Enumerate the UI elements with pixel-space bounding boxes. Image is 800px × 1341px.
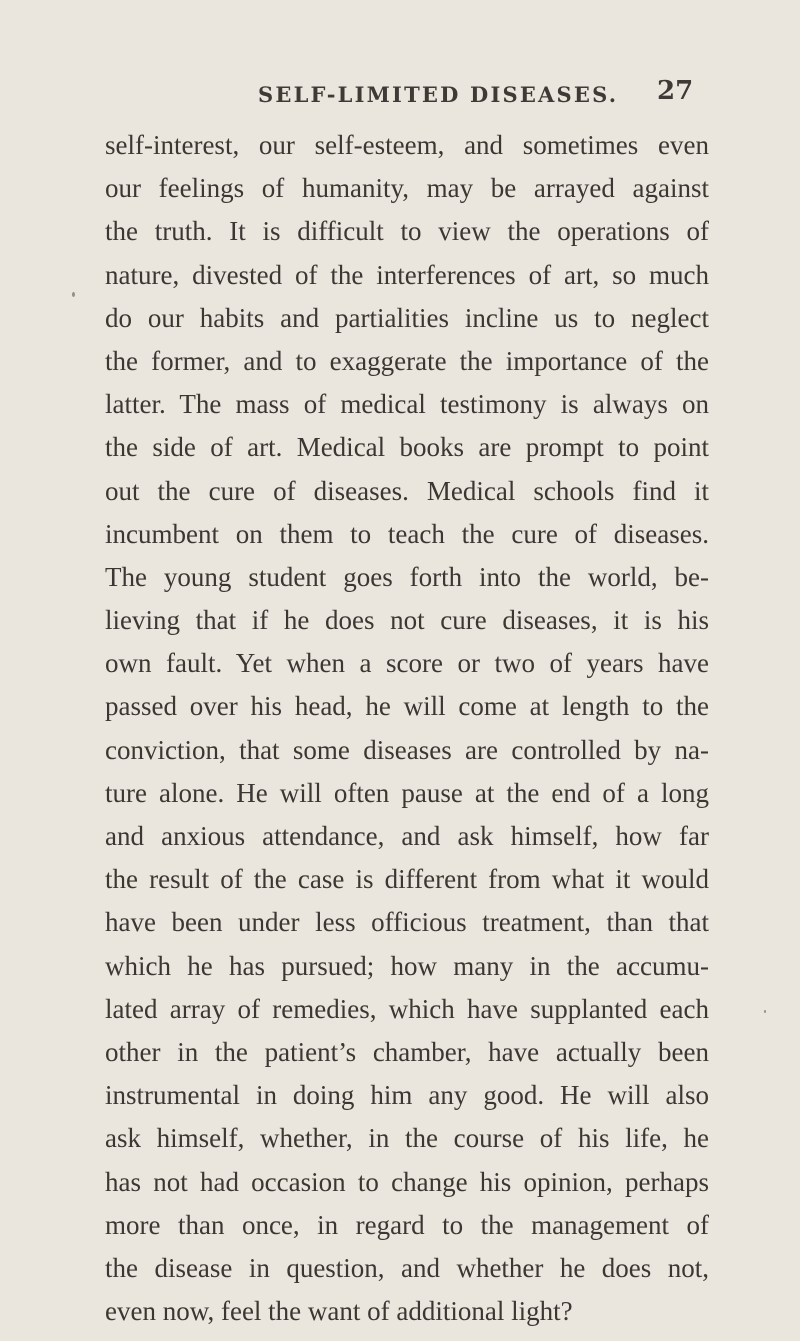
text-line: lieving that if he does not cure diseases, it is his bbox=[105, 605, 709, 636]
text-line: have been under less officious treatment, than that bbox=[105, 907, 709, 938]
text-line: lated array of remedies, which have supplanted each bbox=[105, 993, 709, 1024]
body-text bbox=[105, 132, 709, 1341]
text-line: own fault. Yet when a score or two of years have bbox=[105, 648, 709, 679]
text-line: ture alone. He will often pause at the end of a long bbox=[105, 777, 709, 808]
text-line: passed over his head, he will come at length to the bbox=[105, 691, 709, 722]
page-header bbox=[0, 76, 800, 116]
text-line: has not had occasion to change his opinion, perhaps bbox=[105, 1166, 709, 1197]
page-number: 27 bbox=[657, 76, 694, 106]
text-line: nature, divested of the interferences of art, so much bbox=[105, 259, 709, 290]
text-line: the disease in question, and whether he does not, bbox=[105, 1252, 709, 1283]
paper-speck bbox=[764, 1010, 766, 1013]
text-line: incumbent on them to teach the cure of diseases. bbox=[105, 518, 709, 549]
text-line: the truth. It is difficult to view the operations of bbox=[105, 216, 709, 247]
text-line: more than once, in regard to the management of bbox=[105, 1209, 709, 1240]
text-line: ask himself, whether, in the course of his life, he bbox=[105, 1123, 709, 1154]
text-line: even now, feel the want of additional light? bbox=[105, 1296, 573, 1327]
text-line: other in the patient’s chamber, have actually been bbox=[105, 1036, 709, 1067]
text-line: out the cure of diseases. Medical schools find it bbox=[105, 475, 709, 506]
running-head: SELF-LIMITED DISEASES. bbox=[258, 82, 619, 107]
text-line: and anxious attendance, and ask himself, how far bbox=[105, 821, 709, 851]
text-line: instrumental in doing him any good. He will also bbox=[105, 1080, 709, 1111]
text-line: The young student goes forth into the world, be- bbox=[105, 561, 709, 592]
paper-speck bbox=[72, 292, 75, 297]
text-line: conviction, that some diseases are controlled by na- bbox=[105, 734, 709, 765]
text-line: the side of art. Medical books are prompt to point bbox=[105, 432, 709, 463]
text-line: our feelings of humanity, may be arrayed against bbox=[105, 173, 709, 204]
text-line: self-interest, our self-esteem, and sometimes even bbox=[105, 130, 709, 160]
text-line: do our habits and partialities incline us to neglect bbox=[105, 302, 709, 333]
text-line: latter. The mass of medical testimony is always on bbox=[105, 389, 709, 420]
text-line: the former, and to exaggerate the importance of the bbox=[105, 345, 709, 376]
text-line: which he has pursued; how many in the accumu- bbox=[105, 950, 709, 981]
text-line: the result of the case is different from what it would bbox=[105, 864, 709, 895]
